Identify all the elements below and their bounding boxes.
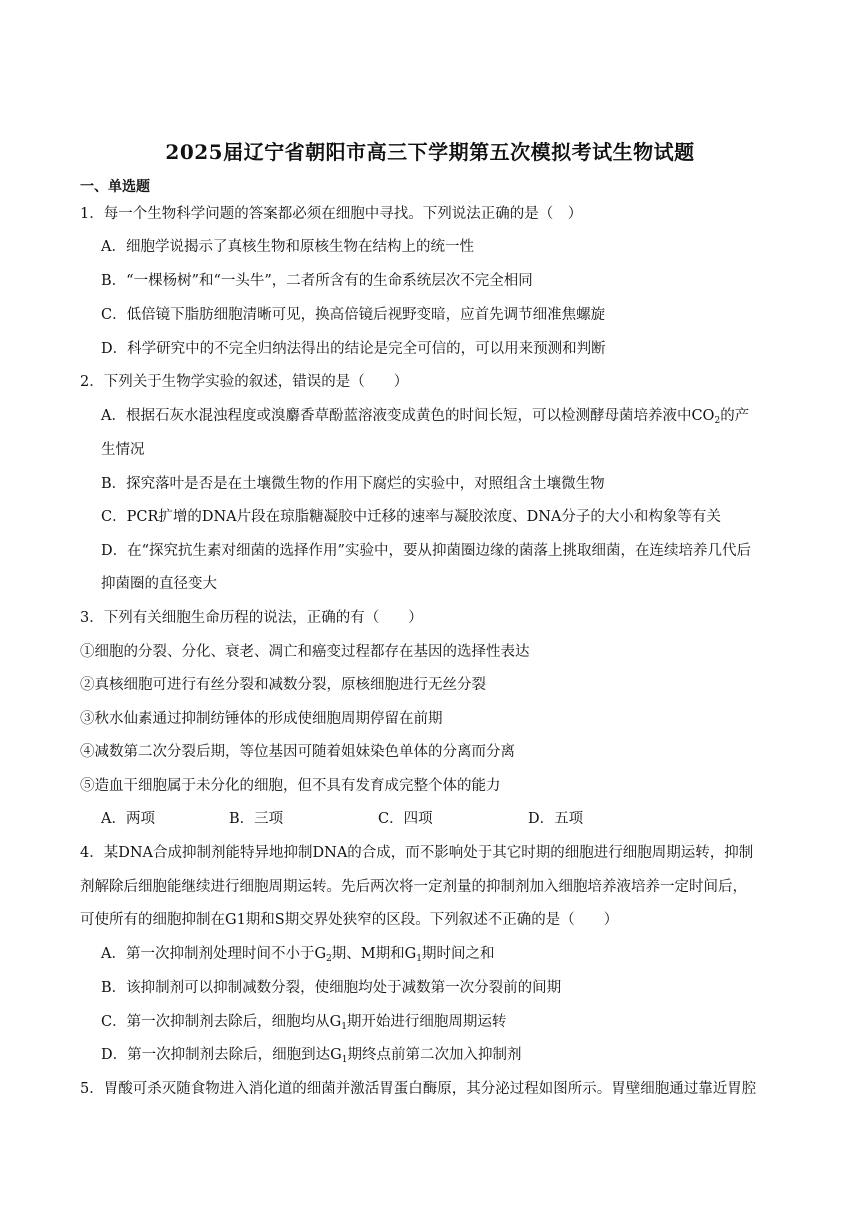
question-1-stem: 1．每一个生物科学问题的答案都必须在细胞中寻找。下列说法正确的是（ ）	[80, 206, 583, 222]
question-2-option-d-line2: 抑菌圈的直径变大	[101, 576, 217, 592]
question-2-option-d-line1: D．在“探究抗生素对细菌的选择作用”实验中，要从抑菌圈边缘的菌落上挑取细菌，在连续培养几代后	[101, 543, 751, 559]
question-3-choice-d: D．五项	[528, 811, 584, 827]
question-2-option-a-line2: 生情况	[101, 442, 145, 458]
question-4-stem-line3: 可使所有的细胞抑制在G1期和S期交界处狭窄的区段。下列叙述不正确的是（ ）	[80, 912, 619, 928]
question-2-stem: 2．下列关于生物学实验的叙述，错误的是（ ）	[80, 374, 409, 390]
question-1-option-c: C．低倍镜下脂肪细胞清晰可见，换高倍镜后视野变暗，应首先调节细准焦螺旋	[101, 307, 606, 323]
question-4-option-a: A．第一次抑制剂处理时间不小于$G_2$期、M期和$G_1$期时间之和	[101, 946, 495, 964]
question-3-stem: 3．下列有关细胞生命历程的说法，正确的有（ ）	[80, 610, 423, 626]
question-4-option-c: C．第一次抑制剂去除后，细胞均从$G_1$期开始进行细胞周期运转	[101, 1014, 507, 1032]
question-4-option-d: D．第一次抑制剂去除后，细胞到达$G_1$期终点前第二次加入抑制剂	[101, 1047, 522, 1065]
question-2-option-b: B．探究落叶是否是在土壤微生物的作用下腐烂的实验中，对照组含土壤微生物	[101, 476, 605, 492]
question-3-statement-4: ④减数第二次分裂后期，等位基因可随着姐妹染色单体的分离而分离	[80, 744, 515, 760]
question-4-stem-line2: 剂解除后细胞能继续进行细胞周期运转。先后两次将一定剂量的抑制剂加入细胞培养液培养一定时间后，	[80, 879, 747, 895]
question-1-option-b: B．“一棵杨树”和“一头牛”，二者所含有的生命系统层次不完全相同	[101, 273, 533, 289]
question-1-option-d: D．科学研究中的不完全归纳法得出的结论是完全可信的，可以用来预测和判断	[101, 341, 606, 357]
section-heading: 一、单选题	[80, 179, 150, 195]
question-3-statement-1: ①细胞的分裂、分化、衰老、凋亡和癌变过程都存在基因的选择性表达	[80, 644, 530, 660]
question-4-option-b: B．该抑制剂可以抑制减数分裂，使细胞均处于减数第一次分裂前的间期	[101, 980, 562, 996]
question-3-statement-3: ③秋水仙素通过抑制纺锤体的形成使细胞周期停留在前期	[80, 711, 443, 727]
question-5-stem-line1: 5．胃酸可杀灭随食物进入消化道的细菌并激活胃蛋白酶原，其分泌过程如图所示。胃壁细胞通过靠近胃腔	[80, 1081, 757, 1097]
question-3-choice-b: B．三项	[229, 811, 284, 827]
question-3-choice-c: C．四项	[378, 811, 433, 827]
question-4-stem-line1: 4．某DNA合成抑制剂能特异地抑制DNA的合成，而不影响处于其它时期的细胞进行细胞周期运转，抑制	[80, 845, 754, 861]
question-3-statement-5: ⑤造血干细胞属于未分化的细胞，但不具有发育成完整个体的能力	[80, 778, 501, 794]
question-2-option-c: C．PCR扩增的DNA片段在琼脂糖凝胶中迁移的速率与凝胶浓度、DNA分子的大小和构象等有关	[101, 509, 721, 525]
question-3-choice-a: A．两项	[101, 811, 155, 827]
question-2-option-a-line1: A．根据石灰水混浊程度或溴麝香草酚蓝溶液变成黄色的时间长短，可以检测酵母菌培养液中$CO_2$的产	[101, 408, 750, 426]
document-title: 2025届辽宁省朝阳市高三下学期第五次模拟考试生物试题	[165, 140, 695, 164]
question-1-option-a: A．细胞学说揭示了真核生物和原核生物在结构上的统一性	[101, 239, 474, 255]
question-3-statement-2: ②真核细胞可进行有丝分裂和减数分裂，原核细胞进行无丝分裂	[80, 677, 486, 693]
